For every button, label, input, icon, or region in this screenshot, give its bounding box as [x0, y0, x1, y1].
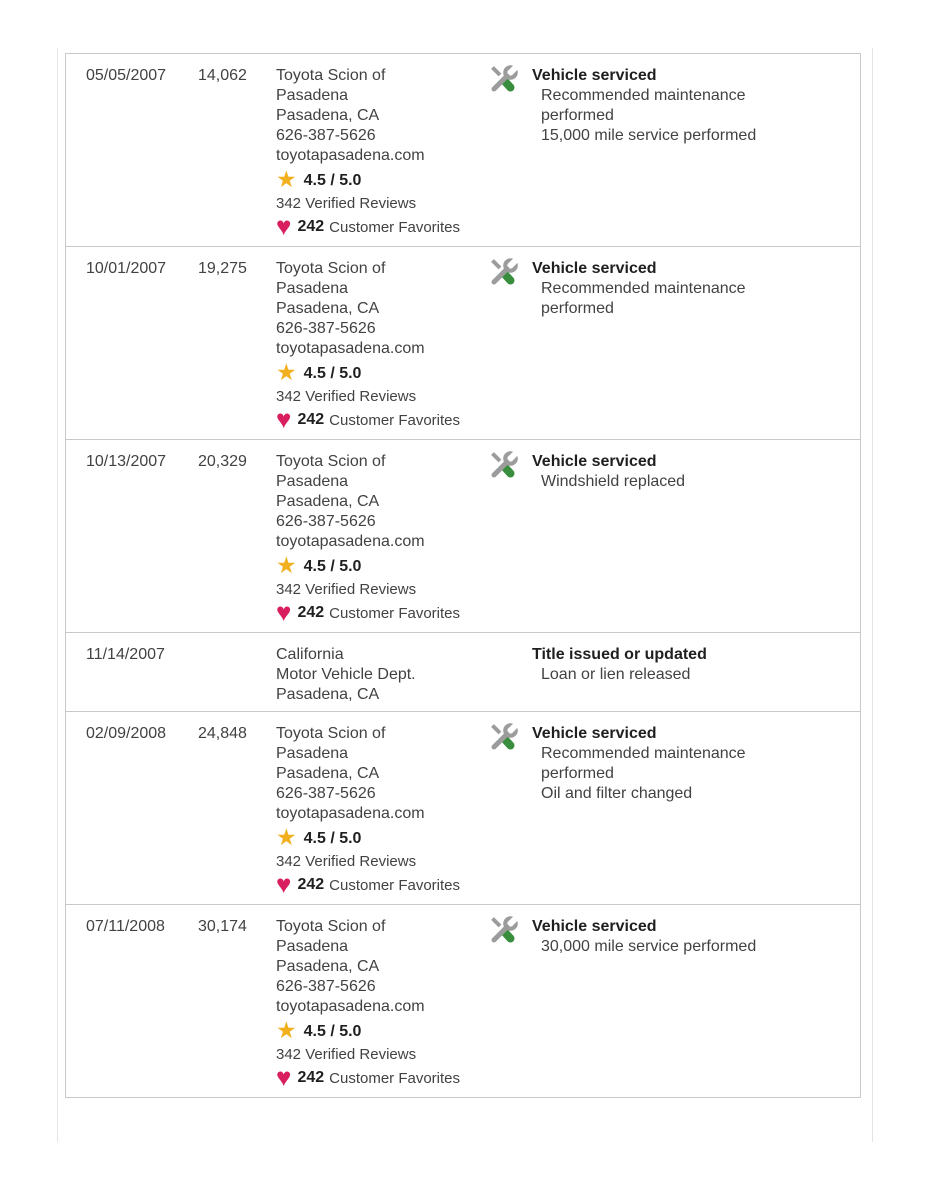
- source-line: Toyota Scion of: [276, 260, 386, 277]
- source-line: Toyota Scion of: [276, 453, 386, 470]
- record-description: [532, 645, 842, 685]
- customer-favorites: [276, 869, 487, 899]
- star-icon: ★: [276, 359, 297, 385]
- source-line: Toyota Scion of: [276, 918, 386, 935]
- source-line: toyotapasadena.com: [276, 998, 425, 1015]
- favorites-label: Customer Favorites: [329, 411, 461, 429]
- record-description: [532, 917, 842, 957]
- record-title: Vehicle serviced: [532, 453, 657, 470]
- service-tools-icon: [487, 448, 519, 480]
- source-line: Pasadena, CA: [276, 107, 380, 124]
- history-record-row: [66, 632, 860, 711]
- record-title: Vehicle serviced: [532, 918, 657, 935]
- source-line: Motor Vehicle Dept.: [276, 666, 416, 683]
- record-icon-column: [487, 645, 532, 673]
- rating-value: 4.5 / 5.0: [303, 1023, 362, 1040]
- source-address: [276, 259, 487, 359]
- service-tools-icon: [487, 62, 519, 94]
- record-source: [276, 452, 487, 626]
- source-address: [276, 917, 487, 1017]
- source-line: Pasadena, CA: [276, 493, 380, 510]
- source-line: Pasadena, CA: [276, 300, 380, 317]
- source-line: toyotapasadena.com: [276, 147, 425, 164]
- record-detail: Windshield replaced: [541, 473, 686, 490]
- record-details: [532, 937, 842, 957]
- favorites-count: 242: [297, 1069, 325, 1086]
- record-detail: Oil and filter changed: [541, 785, 693, 802]
- record-description: [532, 259, 842, 319]
- rating-value: 4.5 / 5.0: [303, 365, 362, 382]
- heart-icon: ♥: [276, 211, 292, 241]
- record-odometer: 19,275: [198, 260, 247, 277]
- record-icon-column: [487, 917, 532, 945]
- star-icon: ★: [276, 1017, 297, 1043]
- customer-favorites: [276, 1062, 487, 1092]
- source-line: Pasadena: [276, 745, 349, 762]
- star-icon: ★: [276, 552, 297, 578]
- source-line: Pasadena: [276, 280, 349, 297]
- source-line: Toyota Scion of: [276, 725, 386, 742]
- source-line: 626-387-5626: [276, 513, 376, 530]
- favorites-count: 242: [297, 411, 325, 428]
- record-details: [532, 86, 842, 146]
- record-date: 10/01/2007: [86, 260, 167, 277]
- dealer-rating: [276, 166, 487, 193]
- source-line: Pasadena: [276, 473, 349, 490]
- record-description: [532, 724, 842, 804]
- heart-icon: ♥: [276, 404, 292, 434]
- vehicle-history-table: [65, 53, 861, 1098]
- record-title: Vehicle serviced: [532, 725, 657, 742]
- record-icon-column: [487, 724, 532, 752]
- source-address: [276, 66, 487, 166]
- favorites-count: 242: [297, 604, 325, 621]
- source-line: toyotapasadena.com: [276, 805, 425, 822]
- record-detail: 15,000 mile service performed: [541, 127, 757, 144]
- source-line: 626-387-5626: [276, 127, 376, 144]
- record-odometer: 24,848: [198, 725, 247, 742]
- history-record-row: [66, 439, 860, 632]
- record-date: 02/09/2008: [86, 725, 167, 742]
- source-address: [276, 724, 487, 824]
- dealer-rating: [276, 1017, 487, 1044]
- record-source: [276, 66, 487, 240]
- service-tools-icon: [487, 255, 519, 287]
- record-description: [532, 66, 842, 146]
- record-icon-column: [487, 66, 532, 94]
- dealer-rating: [276, 552, 487, 579]
- source-line: Pasadena, CA: [276, 765, 380, 782]
- record-detail: Recommended maintenance performed: [541, 87, 746, 124]
- history-record-row: [66, 54, 860, 246]
- source-line: 626-387-5626: [276, 320, 376, 337]
- dealer-rating: [276, 824, 487, 851]
- history-record-row: [66, 711, 860, 904]
- record-description: [532, 452, 842, 492]
- record-detail: Loan or lien released: [541, 666, 691, 683]
- favorites-label: Customer Favorites: [329, 876, 461, 894]
- record-detail: Recommended maintenance performed: [541, 280, 746, 317]
- customer-favorites: [276, 597, 487, 627]
- source-line: Toyota Scion of: [276, 67, 386, 84]
- record-details: [532, 472, 842, 492]
- source-line: Pasadena, CA: [276, 958, 380, 975]
- source-address: [276, 645, 487, 705]
- favorites-count: 242: [297, 218, 325, 235]
- rating-value: 4.5 / 5.0: [303, 830, 362, 847]
- record-date: 10/13/2007: [86, 453, 167, 470]
- verified-reviews: 342 Verified Reviews: [276, 1046, 417, 1063]
- favorites-label: Customer Favorites: [329, 1069, 461, 1087]
- customer-favorites: [276, 404, 487, 434]
- record-odometer: 14,062: [198, 67, 247, 84]
- record-details: [532, 665, 842, 685]
- record-detail: Recommended maintenance performed: [541, 745, 746, 782]
- star-icon: ★: [276, 824, 297, 850]
- record-odometer: 20,329: [198, 453, 247, 470]
- record-date: 07/11/2008: [86, 918, 165, 935]
- record-icon-column: [487, 452, 532, 480]
- verified-reviews: 342 Verified Reviews: [276, 388, 417, 405]
- favorites-label: Customer Favorites: [329, 218, 461, 236]
- source-line: Pasadena, CA: [276, 686, 380, 703]
- record-title: Vehicle serviced: [532, 260, 657, 277]
- source-address: [276, 452, 487, 552]
- record-detail: 30,000 mile service performed: [541, 938, 757, 955]
- record-source: [276, 724, 487, 898]
- source-line: 626-387-5626: [276, 785, 376, 802]
- verified-reviews: 342 Verified Reviews: [276, 195, 417, 212]
- record-title: Vehicle serviced: [532, 67, 657, 84]
- verified-reviews: 342 Verified Reviews: [276, 853, 417, 870]
- source-line: 626-387-5626: [276, 978, 376, 995]
- record-date: 11/14/2007: [86, 646, 165, 663]
- record-details: [532, 279, 842, 319]
- rating-value: 4.5 / 5.0: [303, 172, 362, 189]
- record-source: [276, 645, 487, 705]
- verified-reviews: 342 Verified Reviews: [276, 581, 417, 598]
- source-line: Pasadena: [276, 87, 349, 104]
- dealer-rating: [276, 359, 487, 386]
- customer-favorites: [276, 211, 487, 241]
- record-source: [276, 259, 487, 433]
- source-line: California: [276, 646, 344, 663]
- record-title: Title issued or updated: [532, 646, 707, 663]
- heart-icon: ♥: [276, 869, 292, 899]
- record-odometer: 30,174: [198, 918, 247, 935]
- record-details: [532, 744, 842, 804]
- source-line: Pasadena: [276, 938, 349, 955]
- record-date: 05/05/2007: [86, 67, 167, 84]
- favorites-count: 242: [297, 876, 325, 893]
- service-tools-icon: [487, 720, 519, 752]
- heart-icon: ♥: [276, 1062, 292, 1092]
- service-tools-icon: [487, 913, 519, 945]
- source-line: toyotapasadena.com: [276, 340, 425, 357]
- record-icon-column: [487, 259, 532, 287]
- record-source: [276, 917, 487, 1091]
- star-icon: ★: [276, 166, 297, 192]
- history-record-row: [66, 904, 860, 1097]
- source-line: toyotapasadena.com: [276, 533, 425, 550]
- rating-value: 4.5 / 5.0: [303, 558, 362, 575]
- heart-icon: ♥: [276, 597, 292, 627]
- history-record-row: [66, 246, 860, 439]
- favorites-label: Customer Favorites: [329, 604, 461, 622]
